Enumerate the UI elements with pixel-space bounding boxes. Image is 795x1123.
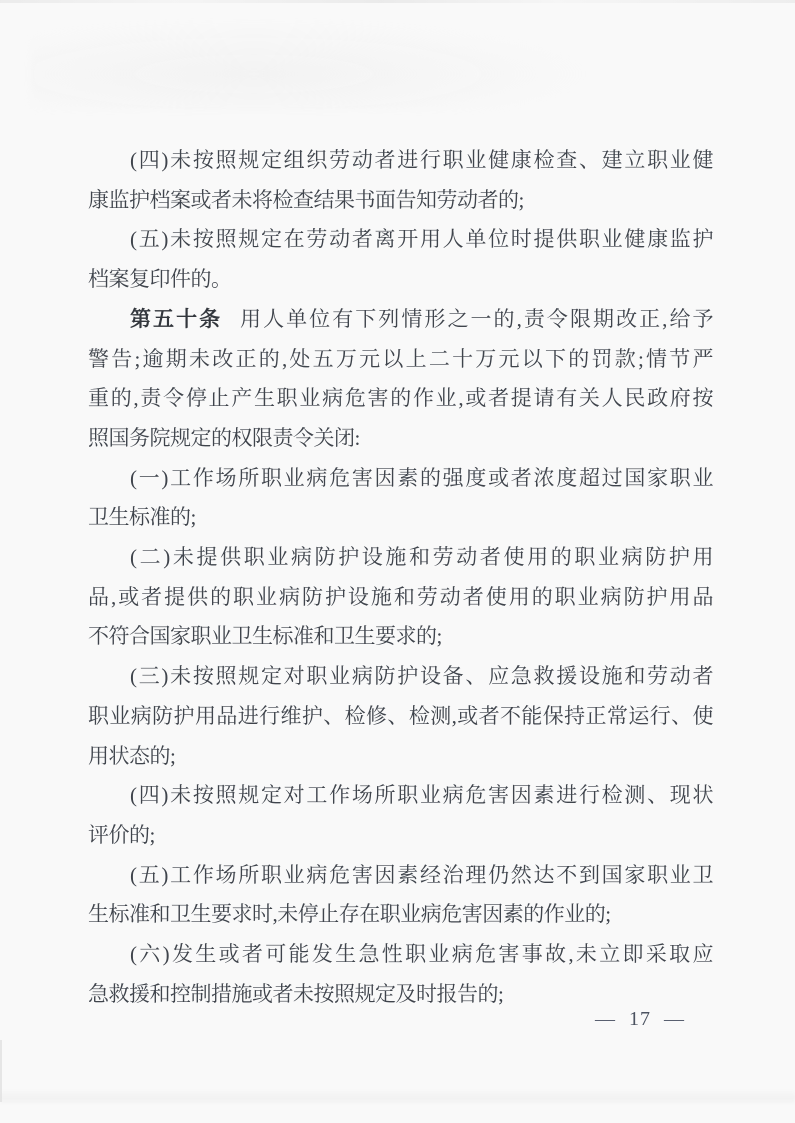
scan-left-edge-artifact	[0, 1040, 2, 1102]
text-line: (一)工作场所职业病危害因素的强度或者浓度超过国家职业	[130, 465, 713, 490]
text-line: 档案复印件的。	[88, 267, 232, 292]
body-text	[88, 141, 713, 1014]
text-line: (二)未提供职业病防护设施和劳动者使用的职业病防护用	[130, 545, 713, 570]
text-line: (六)发生或者可能发生急性职业病危害事故,未立即采取应	[130, 942, 713, 967]
text-line: 用状态的;	[88, 743, 176, 768]
text-line: 评价的;	[88, 822, 155, 847]
text-line: 品,或者提供的职业病防护设施和劳动者使用的职业病防护用品	[88, 584, 713, 609]
text-line: 生标准和卫生要求时,未停止存在职业病危害因素的作业的;	[88, 902, 611, 927]
text-line: 警告;逾期未改正的,处五万元以上二十万元以下的罚款;情节严	[88, 346, 713, 371]
text-line: 急救援和控制措施或者未按照规定及时报告的;	[88, 981, 504, 1006]
text-line: (五)未按照规定在劳动者离开用人单位时提供职业健康监护	[130, 227, 713, 252]
page-number-dash-right: —	[664, 1008, 685, 1030]
page-number-value: 17	[629, 1008, 651, 1030]
text-line: (四)未按照规定对工作场所职业病危害因素进行检测、现状	[130, 783, 713, 808]
scan-top-edge-artifact	[0, 0, 795, 3]
text-line: 职业病防护用品进行维护、检修、检测,或者不能保持正常运行、使	[88, 703, 713, 728]
text-line: 重的,责令停止产生职业病危害的作业,或者提请有关人民政府按	[88, 386, 713, 411]
article-number: 第五十条	[130, 306, 223, 331]
text-line: (三)未按照规定对职业病防护设备、应急救援设施和劳动者	[130, 664, 713, 689]
text-line: 不符合国家职业卫生标准和卫生要求的;	[88, 624, 442, 649]
page-number-dash-left: —	[595, 1008, 616, 1030]
text-line: 卫生标准的;	[88, 505, 196, 530]
text-line	[88, 300, 713, 340]
page-number	[557, 1008, 723, 1031]
text-line: (五)工作场所职业病危害因素经治理仍然达不到国家职业卫	[130, 862, 713, 887]
text-line: (四)未按照规定组织劳动者进行职业健康检查、建立职业健	[130, 148, 713, 172]
line-text: 用人单位有下列情形之一的,责令限期改正,给予	[240, 306, 714, 331]
text-line: 照国务院规定的权限责令关闭:	[88, 425, 360, 450]
scan-noise-smudge	[0, 1090, 795, 1104]
text-line: 康监护档案或者未将检查结果书面告知劳动者的;	[88, 187, 524, 212]
scan-noise-smudge	[30, 20, 590, 110]
